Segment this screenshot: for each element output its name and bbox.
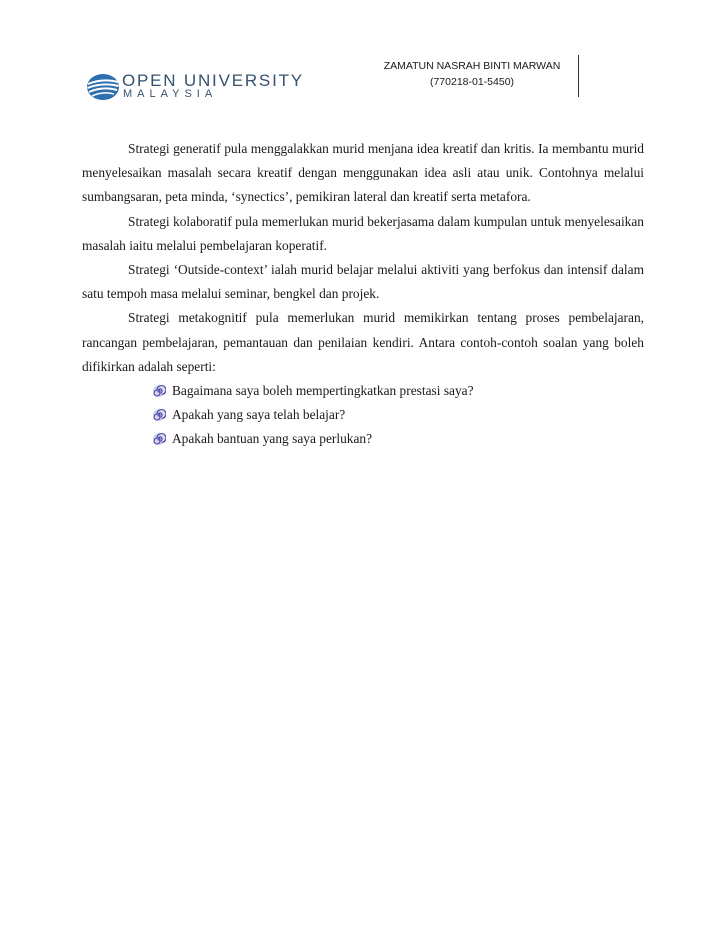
- paragraph-kolaboratif: Strategi kolaboratif pula memerlukan murid bekerjasama dalam kumpulan untuk menyelesaikan masalah iaitu melalui pembelajaran koperatif.: [82, 213, 644, 253]
- author-id: (770218-01-5450): [429, 76, 515, 88]
- paragraph-metakognitif: Strategi metakognitif pula memerlukan murid memikirkan tentang proses pembelajaran, rancangan pembelajaran, pemantauan dan penilaian kendiri. Antara contoh-contoh soalan yang boleh difikirkan adalah seperti:: [82, 310, 644, 374]
- list-item-text: Bagaimana saya boleh mempertingkatkan prestasi saya?: [172, 383, 474, 399]
- list-item: [82, 403, 644, 427]
- paragraph-outside-context: Strategi ‘Outside-context’ ialah murid belajar melalui aktiviti yang berfokus dan intensif dalam satu tempoh masa melalui seminar, bengkel dan projek.: [82, 262, 644, 302]
- list-item-text: Apakah yang saya telah belajar?: [172, 407, 346, 423]
- list-item: [82, 379, 644, 403]
- open-university-malaysia-logo: [86, 72, 316, 102]
- author-name: ZAMATUN NASRAH BINTI MARWAN: [383, 60, 561, 72]
- logo-text-line2: MALAYSIA: [123, 88, 218, 100]
- question-list: [82, 379, 644, 452]
- list-item-text: Apakah bantuan yang saya perlukan?: [172, 431, 373, 447]
- globe-logo-icon: [86, 72, 120, 102]
- paragraph-generatif: Strategi generatif pula menggalakkan murid menjana idea kreatif dan kritis. Ia membantu murid menyelesaikan masalah secara kreatif dengan menggunakan idea asli atau unik. Contohnya melalui sumbangsaran, peta minda, ‘synectics’, pemikiran lateral dan kreatif serta metafora.: [82, 141, 644, 205]
- spiral-bullet-icon: [152, 408, 166, 422]
- list-item: [82, 427, 644, 451]
- spiral-bullet-icon: [152, 384, 166, 398]
- author-header: [366, 55, 579, 97]
- spiral-bullet-icon: [152, 432, 166, 446]
- document-body: [82, 141, 644, 452]
- logo-text-line1: OPEN UNIVERSITY: [122, 71, 304, 90]
